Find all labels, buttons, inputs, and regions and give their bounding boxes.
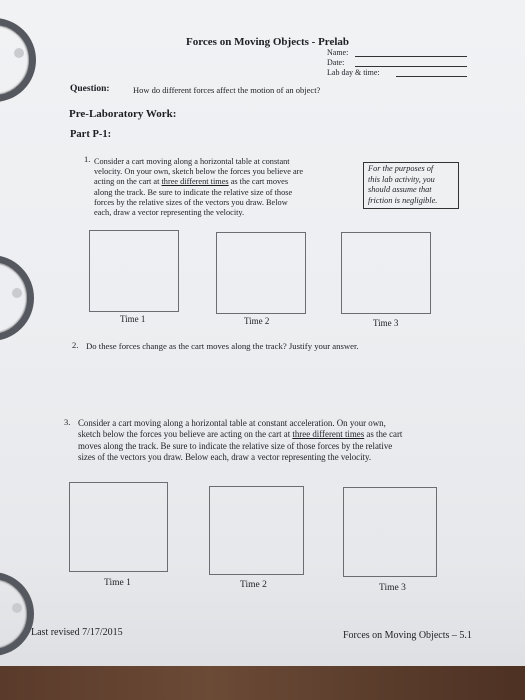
- time-label: Time 2: [244, 316, 270, 326]
- time-label: Time 1: [120, 314, 146, 324]
- name-label: Name:: [327, 48, 349, 57]
- question-text: How do different forces affect the motion of an object?: [133, 85, 321, 95]
- item2-text: Do these forces change as the cart moves along the track? Justify your answer.: [86, 341, 359, 351]
- sketch-box-time2[interactable]: [209, 486, 304, 575]
- item3-line: moves along the track. Be sure to indicate the relative size of those forces by the relative: [78, 440, 393, 451]
- note-line: For the purposes of: [368, 164, 434, 173]
- sketch-box-time3[interactable]: [341, 232, 431, 314]
- item1-line3-post: as the cart moves: [228, 177, 289, 187]
- item3-line: sizes of the vectors you draw. Below each, draw a vector representing the velocity.: [78, 451, 372, 462]
- item1-number: 1.: [84, 154, 91, 164]
- item3-number: 3.: [64, 417, 71, 427]
- sketch-box-time2[interactable]: [216, 232, 306, 314]
- sketch-box-time3[interactable]: [343, 487, 437, 577]
- part-heading: Part P-1:: [70, 129, 112, 140]
- item3-line: [78, 429, 402, 440]
- note-line: this lab activity, you: [368, 174, 435, 184]
- item1-line3-underlined: three different times: [161, 177, 229, 187]
- labday-field[interactable]: [396, 76, 467, 77]
- worksheet-title: Forces on Moving Objects - Prelab: [186, 36, 350, 48]
- date-label: Date:: [327, 58, 345, 67]
- date-field[interactable]: [355, 66, 467, 67]
- footer-revised: Last revised 7/17/2015: [31, 627, 123, 638]
- item1-line: Consider a cart moving along a horizontal table at constant: [94, 157, 290, 166]
- time-label: Time 3: [373, 318, 399, 328]
- item1-line: along the track. Be sure to indicate the relative size of those: [94, 187, 293, 197]
- footer-page: Forces on Moving Objects – 5.1: [343, 630, 472, 641]
- item1-line: velocity. On your own, sketch below the forces you believe are: [94, 167, 304, 177]
- prelab-heading: Pre-Laboratory Work:: [69, 108, 177, 120]
- item3-line2-post: as the cart: [364, 429, 403, 440]
- item1-line: forces by the relative sizes of the vectors you draw. Below: [94, 197, 288, 207]
- punch-hole: [14, 48, 24, 58]
- punch-hole: [12, 288, 22, 298]
- sketch-box-time1[interactable]: [69, 482, 168, 572]
- item3-line2-underlined: three different times: [292, 429, 365, 440]
- item3-line2-pre: sketch below the forces you believe are acting on the cart at: [78, 429, 293, 440]
- note-line: friction is negligible.: [368, 195, 438, 205]
- item1-text: [94, 157, 303, 218]
- item3-line: Consider a cart moving along a horizontal table at constant acceleration. On your own,: [78, 418, 386, 428]
- sketch-box-time1[interactable]: [89, 230, 179, 312]
- item1-line: [94, 177, 303, 187]
- item1-line3-pre: acting on the cart at: [94, 177, 162, 187]
- labday-label: Lab day & time:: [327, 68, 380, 77]
- question-label: Question:: [70, 84, 110, 94]
- item1-line: each, draw a vector representing the velocity.: [94, 208, 245, 218]
- note-line: should assume that: [368, 185, 432, 194]
- desk-surface: [0, 666, 525, 700]
- time-label: Time 2: [240, 580, 267, 590]
- friction-note-box: [363, 162, 459, 209]
- time-label: Time 1: [104, 578, 131, 588]
- item2-number: 2.: [72, 340, 79, 350]
- item3-text: [78, 418, 402, 463]
- binder-ring-bottom: [0, 572, 34, 656]
- binder-ring-top: [0, 18, 36, 102]
- name-field[interactable]: [355, 56, 467, 57]
- punch-hole: [12, 603, 22, 613]
- binder-ring-middle: [0, 255, 34, 341]
- time-label: Time 3: [379, 583, 406, 593]
